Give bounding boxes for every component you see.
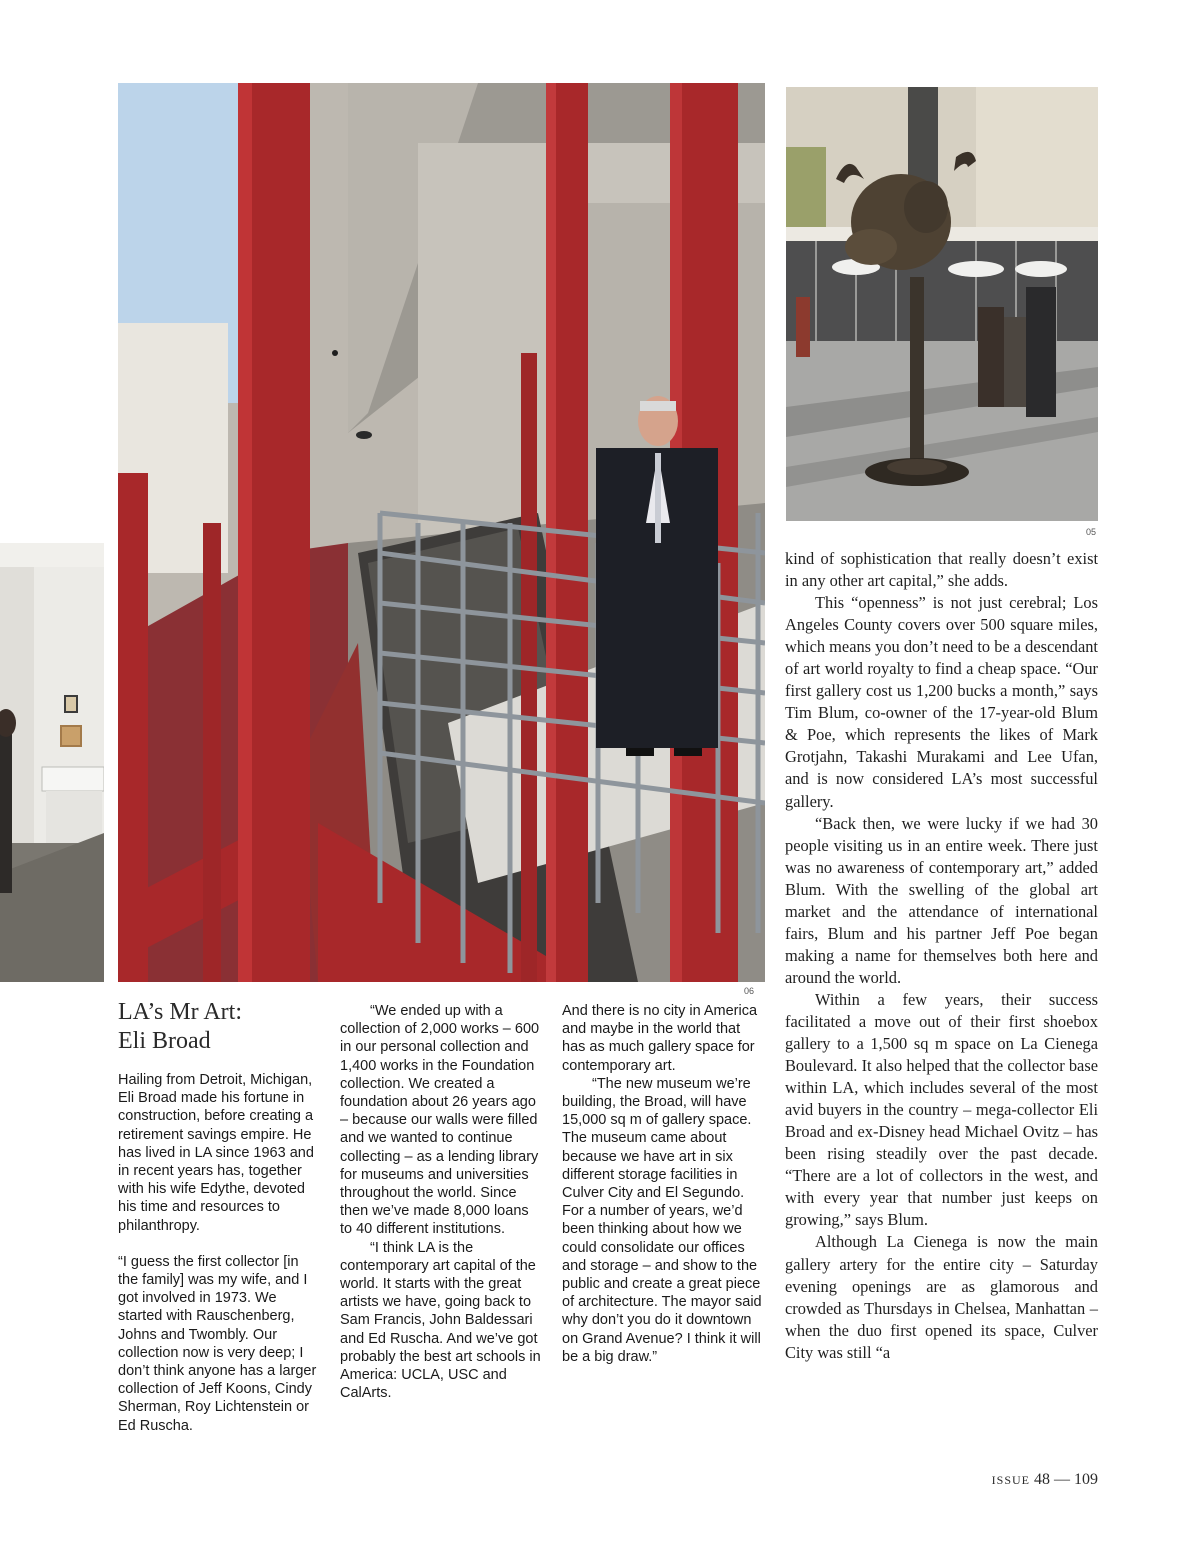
sidebar-paragraph: And there is no city in America and maybe in the world that has as much gallery space for contemporary art. [562, 1003, 758, 1074]
article-column [785, 548, 1098, 1364]
folio-page-number: 109 [1074, 1471, 1098, 1488]
article-paragraph: Although La Cienega is now the main gallery artery for the entire city – Saturday evening openings are as glamorous and crowded as Thursdays in Chelsea, Manhattan – when the duo first opened its space, Culver City was still “a [785, 1232, 1098, 1362]
article-paragraph: This “openness” is not just cerebral; Los Angeles County covers over 500 square miles, which means you don’t need to be a descendant of art world royalty to find a cheap space. “Our first gallery cost us 1,200 bucks a month,” says Tim Blum, co-owner of the 17-year-old Blum & Poe, which represents the likes of Mark Grotjahn, Takashi Murakami and Lee Ufan, and is now considered LA’s most successful gallery. [785, 593, 1098, 811]
article-paragraph: Within a few years, their success facilitated a move out of their first shoebox gallery to a 1,500 sq m space on La Cienega Boulevard. It also helped that the collector base within LA, which includes several of the most avid buyers in the country – mega-collector Eli Broad and ex-Disney head Michael Ovitz – has been rising steadily over the past decade. “There are a lot of collectors in the west, and with every year that number just keeps on growing,” says Blum. [785, 989, 1098, 1230]
sidebar-paragraph: “I think LA is the contemporary art capital of the world. It starts with the great artists we have, going back to Sam Francis, John Baldessari and Ed Ruscha. And we’ve got probably the best art schools in America: UCLA, USC and CalArts. [340, 1239, 541, 1402]
article-paragraph: “Back then, we were lucky if we had 30 people visiting us in an entire week. There just was no awareness of contemporary art,” added Blum. With the swelling of the global art market and the attendance of international fairs, Blum and his partner Jeff Poe began making a name for themselves both here and around the world. [785, 813, 1098, 987]
sidebar-title-line-2: Eli Broad [118, 1028, 211, 1054]
folio-issue-number: 48 [1034, 1471, 1050, 1488]
folio-issue-label: ISSUE [991, 1473, 1030, 1487]
main-photo [118, 83, 765, 982]
sidebar-column-2 [340, 1002, 543, 1402]
sidebar-column-3 [562, 1002, 765, 1366]
sidebar-paragraph: “We ended up with a collection of 2,000 works – 600 in our personal collection and 1,400 works in the Foundation collection. We created a foundation about 26 years ago – because our walls were filled and we wanted to continue collecting – as a lending library for museums and universities throughout the world. Since then we’ve made 8,000 loans to 40 different institutions. [340, 1003, 540, 1238]
folio-separator: — [1054, 1471, 1070, 1488]
sidebar-paragraph: “The new museum we’re building, the Broad, will have 15,000 sq m of gallery space. The museum came about because we have art in six different storage facilities in Culver City and El Segundo. For a number of years, we’d been thinking about how we could consolidate our offices and storage – and show to the public and create a great piece of architecture. The mayor said why don’t you do it downtown on Grand Avenue? I think it will be a big draw.” [562, 1075, 762, 1365]
sidebar-column-1 [118, 1071, 320, 1435]
article-paragraph: kind of sophistication that really doesn’t exist in any other art capital,” she adds. [785, 549, 1098, 591]
sculpture-photo-caption-number: 05 [1086, 527, 1097, 537]
sidebar-title [118, 998, 328, 1056]
page-folio [992, 1471, 1098, 1489]
sculpture-photo [786, 87, 1098, 521]
sidebar-title-line-1: LA’s Mr Art: [118, 999, 243, 1025]
gallery-photo [0, 543, 104, 982]
sidebar-quote-paragraph: “I guess the first collector [in the family] was my wife, and I got involved in 1973. We started with Rauschenberg, Johns and Twombly. Our collection now is very deep; I don’t think anyone has a larger collection of Jeff Koons, Cindy Sherman, Roy Lichtenstein or Ed Ruscha. [118, 1253, 317, 1434]
sidebar-intro-paragraph: Hailing from Detroit, Michigan, Eli Broad made his fortune in construction, before creating a retirement savings empire. He has lived in LA since 1963 and in recent years has, together with his wife Edythe, devoted his time and resources to philanthropy. [118, 1072, 314, 1234]
main-photo-caption-number: 06 [744, 986, 755, 996]
